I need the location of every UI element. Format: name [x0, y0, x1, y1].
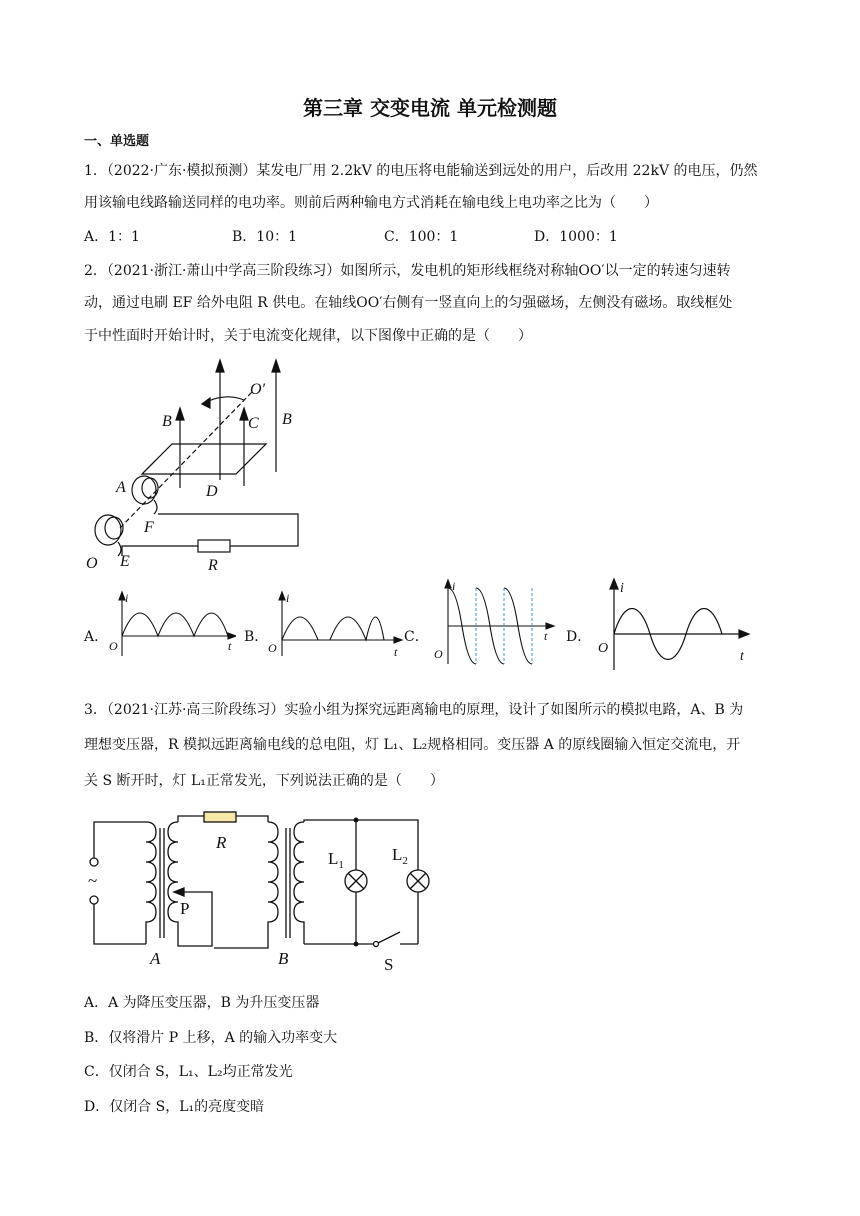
label-l2: $L_2$: [392, 845, 408, 867]
label-s-switch: S: [384, 955, 394, 974]
label-a: A: [116, 479, 126, 496]
section-heading: 一、单选题: [84, 134, 150, 149]
graph-c-i: i: [452, 579, 456, 593]
q1-line2: 用该输电线路输送同样的电功率。则前后两种输电方式消耗在输电线上电功率之比为（ ）: [84, 195, 658, 211]
transformer-circuit-figure: [84, 808, 444, 978]
graph-a: [106, 590, 236, 662]
q1-option-b: B．10：1: [232, 229, 298, 245]
page-title: 第三章 交变电流 单元检测题: [303, 96, 557, 120]
graph-d-t: t: [740, 649, 744, 664]
graph-b: [264, 590, 404, 662]
label-e: E: [120, 553, 130, 570]
label-b-field: B: [282, 411, 292, 428]
graph-a-i: i: [125, 591, 129, 605]
graph-c-t: t: [544, 629, 548, 643]
graph-c-o: O: [434, 647, 443, 661]
q3-option-d: D．仅闭合 S，L₁的亮度变暗: [84, 1099, 265, 1115]
q2-line3: 于中性面时开始计时，关于电流变化规律，以下图像中正确的是（ ）: [84, 328, 532, 344]
label-o: O: [86, 555, 98, 572]
graph-b-t: t: [394, 645, 398, 659]
label-c: C: [248, 415, 259, 432]
graph-b-i: i: [286, 591, 290, 605]
q3-line1: 3．（2021·江苏·高三阶段练习）实验小组为探究远距离输电的原理，设计了如图所示的模拟电路，A、B 为: [84, 702, 744, 718]
graph-a-t: t: [228, 639, 232, 653]
label-o-prime: O′: [250, 381, 266, 398]
graph-d: [592, 576, 752, 672]
q2-line1: 2．（2021·浙江·萧山中学高三阶段练习）如图所示，发电机的矩形线框绕对称轴OO′以一定的转速匀速转: [84, 263, 731, 279]
generator-figure: [84, 352, 314, 574]
label-a-transformer: A: [150, 949, 161, 968]
q3-option-a: A．A 为降压变压器，B 为升压变压器: [84, 995, 320, 1011]
graph-d-o: O: [598, 641, 609, 656]
q2-option-c: C．: [404, 629, 429, 645]
q1-option-c: C．100：1: [384, 229, 459, 245]
graph-c: [428, 578, 556, 668]
label-r-resistor: R: [216, 833, 227, 852]
q3-line2: 理想变压器，R 模拟远距离输电线的总电阻，灯 L₁、L₂规格相同。变压器 A 的原线圈输入恒定交流电，开: [84, 737, 741, 753]
graph-b-o: O: [268, 641, 277, 655]
q2-option-b: B．: [244, 629, 269, 645]
graph-d-i: i: [620, 581, 624, 596]
label-p-slider: P: [180, 899, 190, 918]
q1-line1: 1．（2022·广东·模拟预测）某发电厂用 2.2kV 的电压将电能输送到远处的用户，后改用 22kV 的电压，仍然: [84, 163, 758, 179]
q1-option-a: A．1：1: [84, 229, 140, 245]
graph-a-o: O: [109, 639, 118, 653]
label-ac-source: ~: [88, 871, 98, 890]
q3-line3: 关 S 断开时，灯 L₁正常发光，下列说法正确的是（ ）: [84, 773, 444, 789]
label-l1: $L_1$: [328, 849, 344, 871]
label-d: D: [206, 483, 218, 500]
label-b-transformer: B: [278, 949, 289, 968]
q2-option-d: D．: [566, 629, 592, 645]
q1-option-d: D．1000：1: [534, 229, 618, 245]
q2-option-a: A．: [84, 629, 109, 645]
q3-option-b: B．仅将滑片 P 上移，A 的输入功率变大: [84, 1030, 338, 1046]
label-f: F: [144, 519, 154, 536]
label-r: R: [208, 557, 218, 574]
q3-option-c: C．仅闭合 S，L₁、L₂均正常发光: [84, 1064, 293, 1080]
q2-line2: 动，通过电刷 EF 给外电阻 R 供电。在轴线OO′右侧有一竖直向上的匀强磁场，左侧没有磁场。取线框处: [84, 295, 733, 311]
label-b: B: [162, 413, 172, 430]
